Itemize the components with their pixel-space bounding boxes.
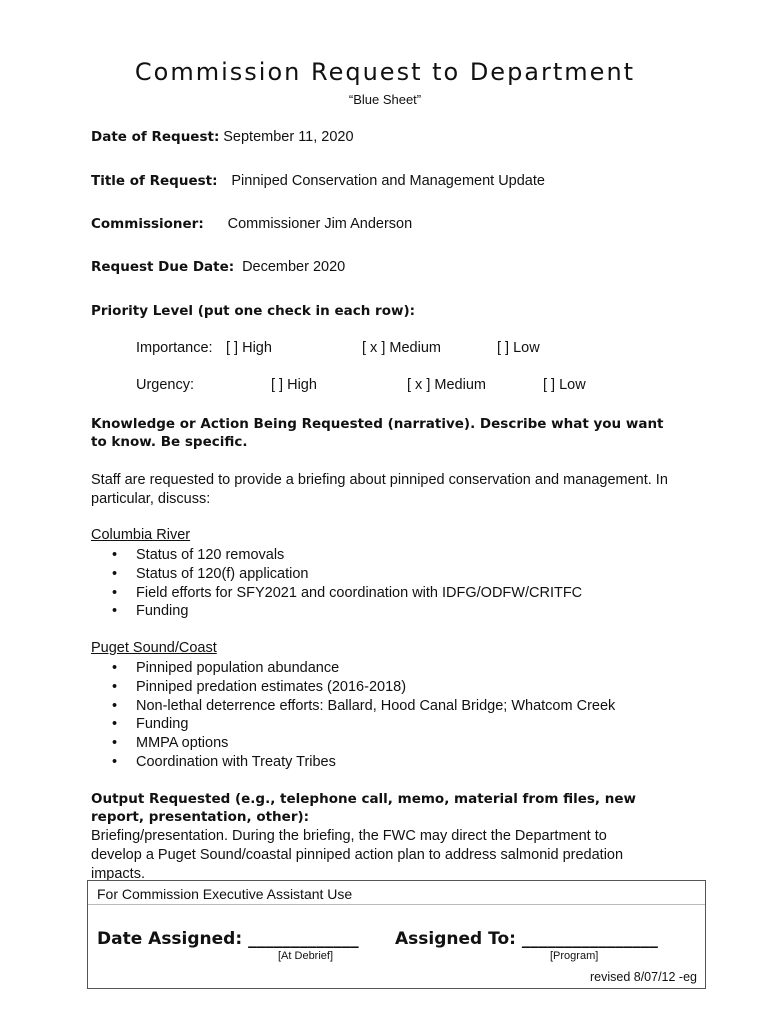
commissioner-value: Commissioner Jim Anderson: [227, 216, 413, 232]
request-due-date-label: Request Due Date:: [91, 259, 235, 275]
commissioner-row: [91, 215, 412, 232]
document-title: Commission Request to Department: [134, 58, 636, 86]
list-item: • Pinniped population abundance: [112, 659, 615, 678]
list-item: • Funding: [112, 715, 615, 734]
importance-label: Importance:: [136, 340, 213, 356]
columbia-river-list: [112, 546, 582, 621]
knowledge-intro: Staff are requested to provide a briefing about pinniped conservation and management. In particular, discuss:: [91, 472, 668, 507]
program-caption: [Program]: [550, 950, 599, 962]
columbia-river-heading: Columbia River: [91, 527, 191, 543]
list-item: • Non-lethal deterrence efforts: Ballard, Hood Canal Bridge; Whatcom Creek: [112, 697, 615, 716]
list-item: • Field efforts for SFY2021 and coordination with IDFG/ODFW/CRITFC: [112, 584, 582, 603]
puget-sound-heading: Puget Sound/Coast: [91, 640, 217, 656]
importance-high-option: [ ] High: [226, 340, 272, 356]
output-heading: Output Requested (e.g., telephone call, memo, material from files, new report, presentation, other):: [91, 791, 637, 825]
document-subtitle: “Blue Sheet”: [348, 92, 422, 107]
box-header: [88, 881, 705, 905]
list-item: • Funding: [112, 602, 582, 621]
commissioner-label: Commissioner:: [91, 216, 204, 232]
date-of-request-value: September 11, 2020: [223, 129, 354, 145]
urgency-medium-option: [ x ] Medium: [407, 377, 486, 393]
importance-low-option: [ ] Low: [497, 340, 540, 356]
date-of-request-row: [91, 128, 354, 145]
at-debrief-caption: [At Debrief]: [278, 950, 334, 962]
importance-medium-option: [ x ] Medium: [362, 340, 441, 356]
box-header-label: For Commission Executive Assistant Use: [97, 886, 353, 902]
list-item: • Status of 120(f) application: [112, 565, 582, 584]
puget-sound-list: [112, 659, 615, 772]
request-due-date-row: [91, 258, 345, 275]
urgency-low-option: [ ] Low: [543, 377, 586, 393]
urgency-high-option: [ ] High: [271, 377, 317, 393]
list-item: • MMPA options: [112, 734, 615, 753]
list-item: • Pinniped predation estimates (2016-2018): [112, 678, 615, 697]
title-of-request-value: Pinniped Conservation and Management Update: [231, 173, 545, 189]
list-item: • Status of 120 removals: [112, 546, 582, 565]
urgency-label: Urgency:: [136, 377, 195, 393]
output-text: Briefing/presentation. During the briefing, the FWC may direct the Department to develop a Puget Sound/coastal pinniped action plan to address salmonid predation impacts.: [91, 828, 624, 882]
executive-assistant-box: [87, 880, 706, 989]
request-due-date-value: December 2020: [242, 259, 346, 275]
priority-heading: Priority Level (put one check in each row):: [91, 303, 416, 319]
assigned-to-field: Assigned To: ________________: [395, 929, 658, 949]
date-assigned-field: Date Assigned: _____________: [97, 929, 359, 949]
list-item: • Coordination with Treaty Tribes: [112, 753, 615, 772]
date-of-request-label: Date of Request:: [91, 129, 220, 145]
title-of-request-row: [91, 172, 545, 189]
title-of-request-label: Title of Request:: [91, 173, 218, 189]
knowledge-heading: Knowledge or Action Being Requested (narrative). Describe what you want to know. Be specific.: [91, 416, 664, 450]
revision-note: revised 8/07/12 -eg: [589, 970, 697, 984]
